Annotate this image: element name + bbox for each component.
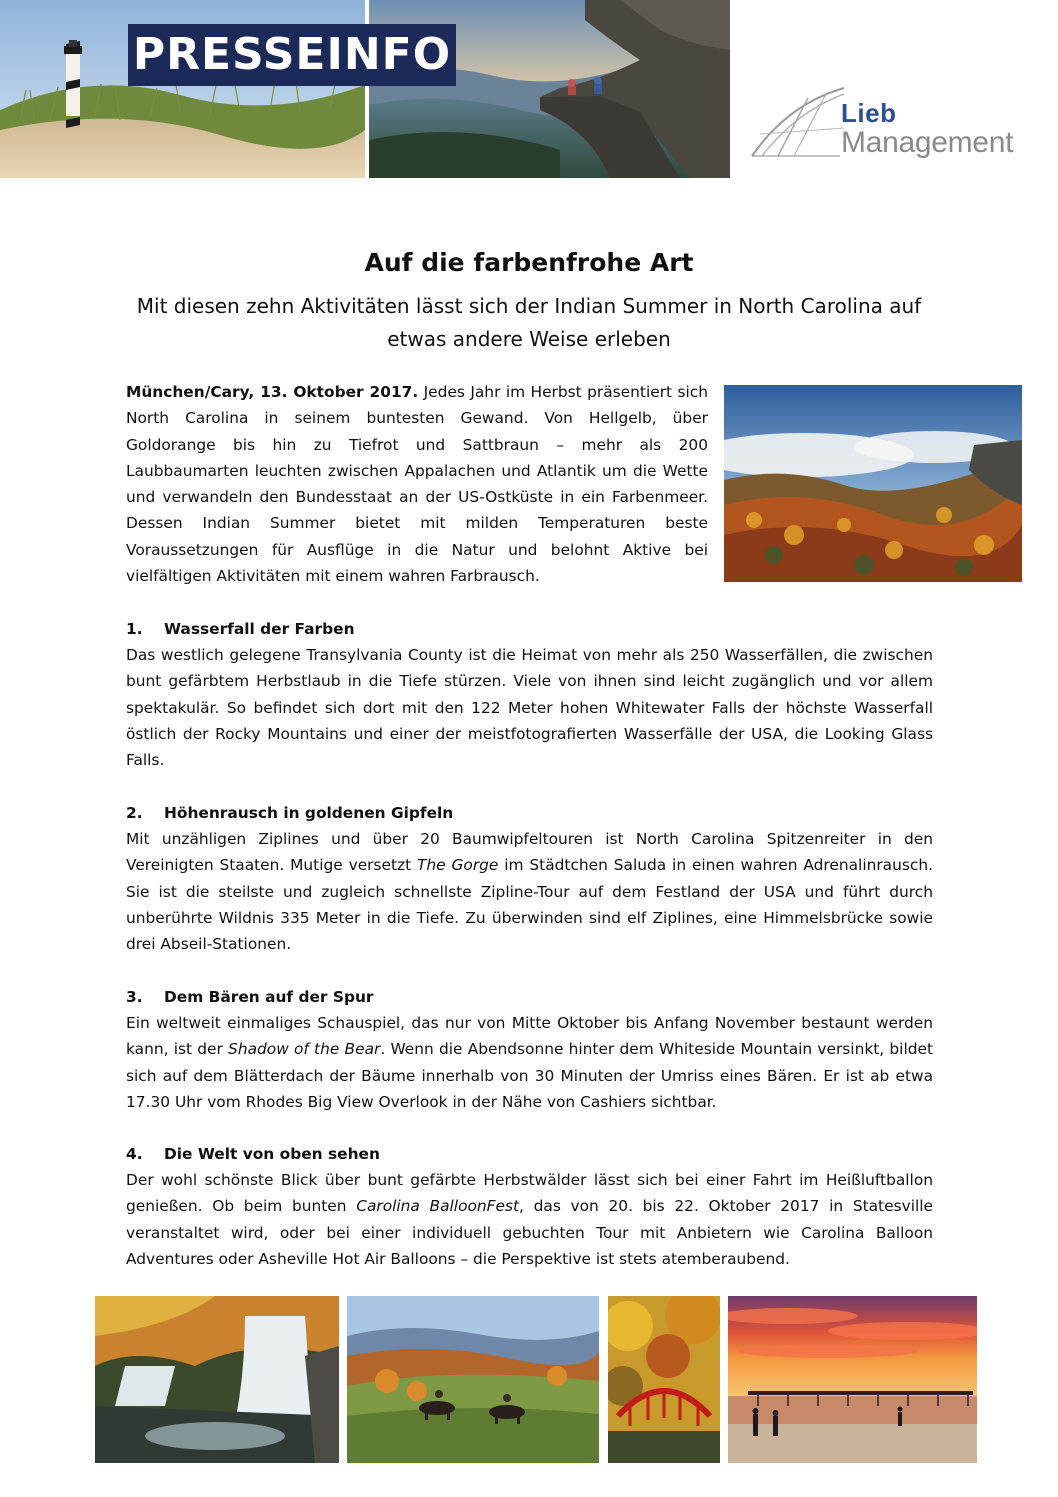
intro-text: Jedes Jahr im Herbst präsentiert sich North Carolina in seinem buntesten Gewand. Von Hellgelb, über Goldorange bis hin zu Tiefrot und Sattbraun – mehr als 200 Laubbaumarten leuchten zwischen Appalachen und Atlantik um die Wette und verwandeln den Bundesstaat an der US-Ostküste in ein Farbenmeer. Dessen Indian Summer bietet mit milden Temperaturen beste Voraussetzungen für Ausflüge in die Natur und belohnt Aktive bei vielfältigen Aktivitäten mit einem wahren Farbrausch. <box>126 383 708 586</box>
section-text: Ein weltweit einmaliges Schauspiel, das nur von Mitte Oktober bis Anfang November bestaunt werden kann, ist der <box>126 1014 933 1059</box>
section-heading <box>126 800 933 826</box>
logo-swoosh-icon <box>748 84 848 164</box>
section-1 <box>126 616 933 773</box>
intro-paragraph <box>126 379 708 589</box>
section-number: 3. <box>126 988 143 1006</box>
section-body <box>126 1010 933 1115</box>
section-body <box>126 826 933 957</box>
section-text: . Wenn die Abendsonne hinter dem Whiteside Mountain versinkt, bildet sich auf dem Blätterdach der Bäume innerhalb von 30 Minuten der Umriss eines Bären. Er ist ab etwa 17.30 Uhr vom Rhodes Big View Overlook in der Nähe von Cashiers sichtbar. <box>126 1040 933 1111</box>
intro-dateline: München/Cary, 13. Oktober 2017. <box>126 383 419 401</box>
logo-lieb-text: Lieb <box>841 98 897 128</box>
lieb-management-logo <box>748 84 1048 164</box>
section-4 <box>126 1141 933 1272</box>
section-number: 1. <box>126 620 143 638</box>
horseback-riding-photo <box>347 1296 599 1463</box>
autumn-mountains-photo <box>724 385 1022 582</box>
presseinfo-badge: PRESSEINFO <box>128 24 456 86</box>
header-banner <box>0 0 730 178</box>
section-heading <box>126 616 933 642</box>
section-text: , das von 20. bis 22. Oktober 2017 in Statesville veranstaltet wird, oder bei einer individuell gebuchten Tour mit Anbietern wie Carolina Balloon Adventures oder Asheville Hot Air Balloons – die Perspektive ist stets atemberaubend. <box>126 1197 933 1268</box>
waterfall-photo <box>95 1296 339 1463</box>
page-subtitle: Mit diesen zehn Aktivitäten lässt sich der Indian Summer in North Carolina auf etwas andere Weise erleben <box>136 294 922 351</box>
red-bridge-photo <box>608 1296 720 1463</box>
section-heading <box>126 1141 933 1167</box>
section-title: Höhenrausch in goldenen Gipfeln <box>164 804 454 822</box>
logo-management-text: Management <box>841 126 1014 159</box>
section-text: Das westlich gelegene Transylvania County ist die Heimat von mehr als 250 Wasserfällen, die zwischen bunt gefärbtem Herbstlaub in die Tiefe stürzen. Viele von ihnen sind leicht zugänglich und vor allem spektakulär. So befindet sich dort mit den 122 Meter hohen Whitewater Falls der höchste Wasserfall östlich der Rocky Mountains und einer der meistfotografierten Wasserfälle der USA, die Looking Glass Falls. <box>126 646 933 770</box>
section-2 <box>126 800 933 957</box>
section-number: 4. <box>126 1145 143 1163</box>
section-emphasis: The Gorge <box>417 856 499 875</box>
section-emphasis: Shadow of the Bear <box>228 1040 381 1059</box>
beach-sunset-photo <box>728 1296 977 1463</box>
section-text: Mit unzähligen Ziplines und über 20 Baumwipfeltouren ist North Carolina Spitzenreiter in den Vereinigten Staaten. Mutige versetzt <box>126 830 933 875</box>
section-body <box>126 1167 933 1272</box>
section-text: im Städtchen Saluda in einen wahren Adrenalinrausch. Sie ist die steilste und zugleich schnellste Zipline-Tour auf dem Festland der USA und führt durch unberührte Wildnis 335 Meter in die Tiefe. Zu überwinden sind elf Ziplines, eine Himmelsbrücke sowie drei Abseil-Stationen. <box>126 856 933 954</box>
section-text: Der wohl schönste Blick über bunt gefärbte Herbstwälder lässt sich bei einer Fahrt im Heißluftballon genießen. Ob beim bunten <box>126 1171 933 1216</box>
section-title: Die Welt von oben sehen <box>164 1145 380 1163</box>
section-title: Wasserfall der Farben <box>164 620 355 638</box>
page-title: Auf die farbenfrohe Art <box>364 248 694 277</box>
section-emphasis: Carolina BalloonFest <box>356 1197 520 1216</box>
section-number: 2. <box>126 804 143 822</box>
section-body <box>126 642 933 773</box>
section-3 <box>126 984 933 1115</box>
section-title: Dem Bären auf der Spur <box>164 988 374 1006</box>
section-heading <box>126 984 933 1010</box>
